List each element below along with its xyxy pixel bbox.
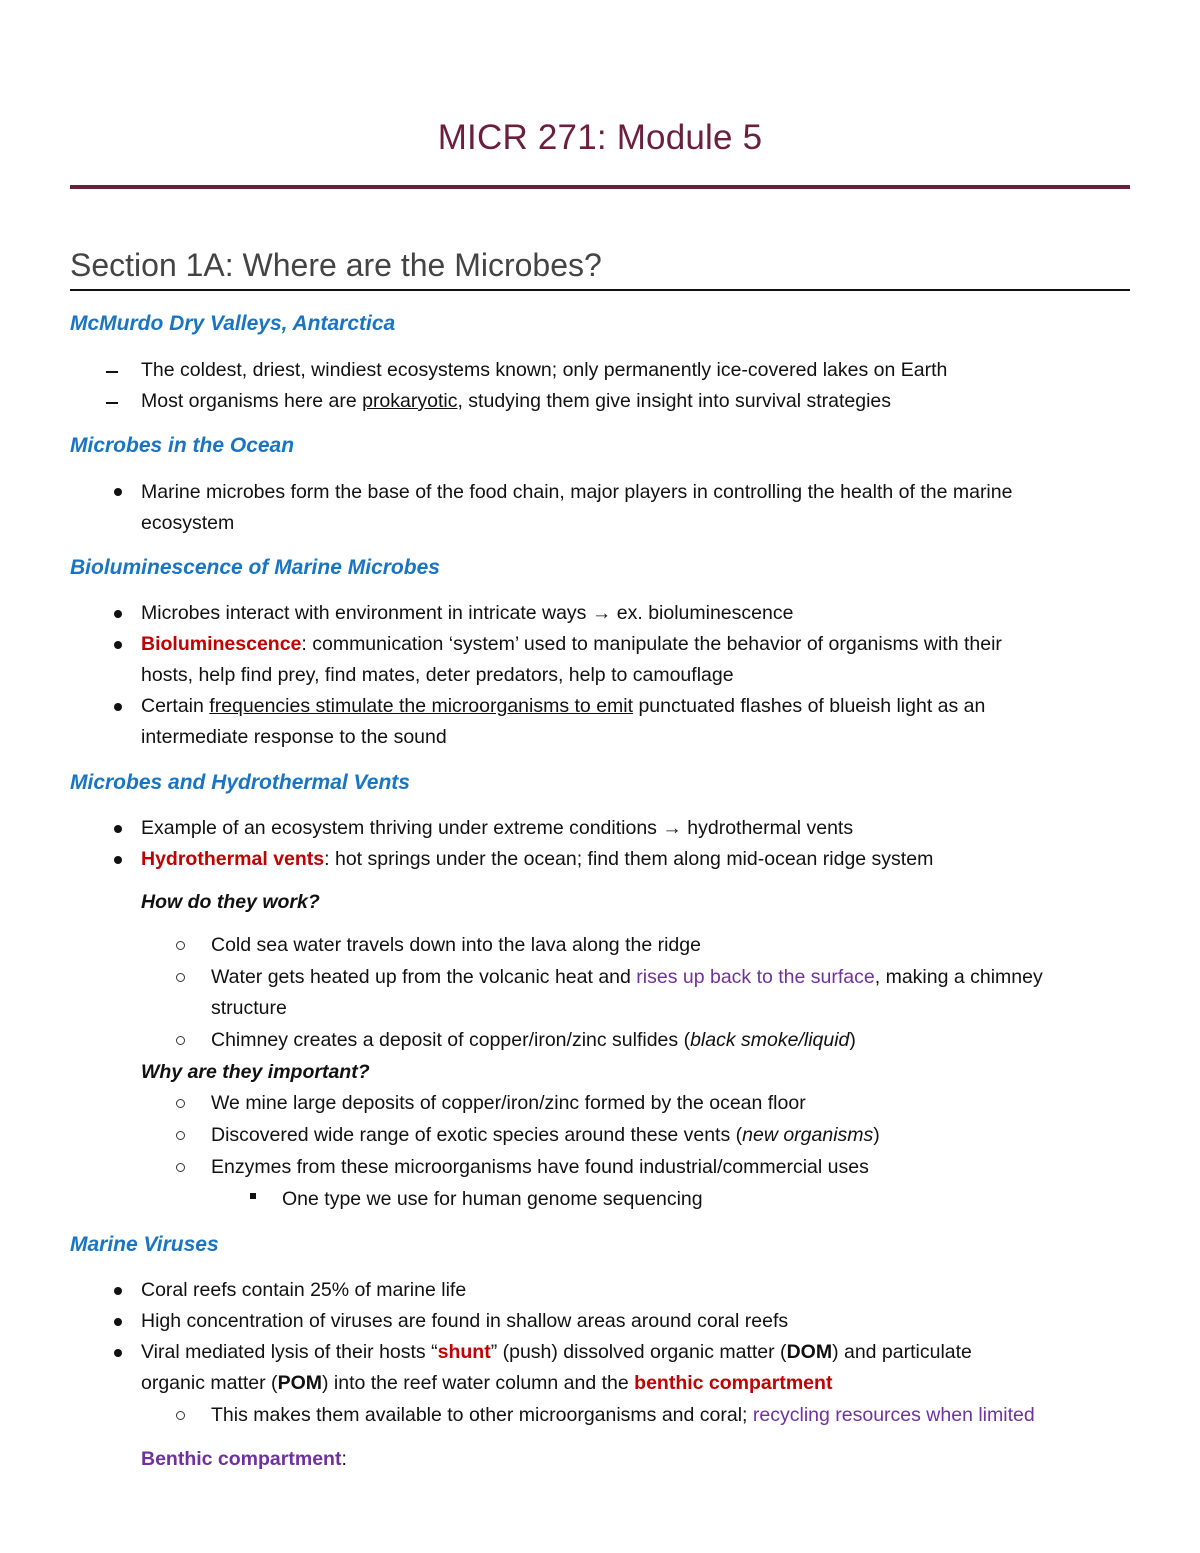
list-item: Certain frequencies stimulate the microorganisms to emit punctuated flashes of blueish light as an xyxy=(141,695,986,717)
list-item: Viral mediated lysis of their hosts “shunt” (push) dissolved organic matter (DOM) and particulate xyxy=(141,1341,972,1363)
question-why-important: Why are they important? xyxy=(141,1061,370,1083)
term-hydrothermal-vents: Hydrothermal vents xyxy=(141,848,325,870)
bullet xyxy=(114,488,122,496)
circle-bullet xyxy=(176,1036,185,1045)
list-item: Marine microbes form the base of the food chain, major players in controlling the health of the marine xyxy=(141,481,1013,503)
list-item-continuation: intermediate response to the sound xyxy=(141,726,447,748)
bullet xyxy=(114,825,122,833)
heading-ocean: Microbes in the Ocean xyxy=(70,434,295,457)
question-how-work: How do they work? xyxy=(141,891,320,913)
list-item: This makes them available to other microorganisms and coral; recycling resources when limited xyxy=(211,1404,1035,1426)
arrow-icon: → xyxy=(662,817,682,839)
bullet xyxy=(114,1318,122,1326)
list-item: Hydrothermal vents: hot springs under the ocean; find them along mid-ocean ridge system xyxy=(141,848,934,870)
dash-bullet xyxy=(106,371,118,373)
list-item: High concentration of viruses are found in shallow areas around coral reefs xyxy=(141,1310,789,1332)
circle-bullet xyxy=(176,1411,185,1420)
list-item: The coldest, driest, windiest ecosystems known; only permanently ice-covered lakes on Earth xyxy=(141,359,948,381)
term-bioluminescence: Bioluminescence xyxy=(141,633,302,655)
list-item: Bioluminescence: communication ‘system’ used to manipulate the behavior of organisms with their xyxy=(141,633,1002,655)
heading-bioluminescence: Bioluminescence of Marine Microbes xyxy=(70,556,440,579)
list-item: Discovered wide range of exotic species around these vents (new organisms) xyxy=(211,1124,880,1146)
list-item: Microbes interact with environment in intricate ways → ex. bioluminescence xyxy=(141,602,794,624)
square-bullet xyxy=(250,1193,256,1199)
list-item: Most organisms here are prokaryotic, studying them give insight into survival strategies xyxy=(141,390,892,412)
list-item-continuation: ecosystem xyxy=(141,512,235,534)
list-item-continuation: hosts, help find prey, find mates, deter predators, help to camouflage xyxy=(141,664,734,686)
circle-bullet xyxy=(176,1163,185,1172)
bullet xyxy=(114,610,122,618)
bullet xyxy=(114,703,122,711)
bullet xyxy=(114,856,122,864)
section-heading: Section 1A: Where are the Microbes? xyxy=(70,247,602,283)
list-item: Enzymes from these microorganisms have found industrial/commercial uses xyxy=(211,1156,869,1178)
circle-bullet xyxy=(176,1099,185,1108)
arrow-icon: → xyxy=(591,602,612,624)
heading-vents: Microbes and Hydrothermal Vents xyxy=(70,771,410,794)
list-item: Water gets heated up from the volcanic heat and rises up back to the surface, making a chimney xyxy=(211,966,1043,988)
list-item: Example of an ecosystem thriving under extreme conditions → hydrothermal vents xyxy=(141,817,854,839)
benthic-compartment-label: Benthic compartment: xyxy=(141,1448,347,1470)
bullet xyxy=(114,1349,122,1357)
list-item: One type we use for human genome sequencing xyxy=(282,1188,703,1210)
list-item: Chimney creates a deposit of copper/iron/zinc sulfides (black smoke/liquid) xyxy=(211,1029,856,1051)
heading-mcmurdo: McMurdo Dry Valleys, Antarctica xyxy=(70,312,396,335)
list-item-continuation: structure xyxy=(211,997,287,1019)
bullet xyxy=(114,1287,122,1295)
circle-bullet xyxy=(176,941,185,950)
list-item: Cold sea water travels down into the lava along the ridge xyxy=(211,934,701,956)
document-title: MICR 271: Module 5 xyxy=(437,118,763,157)
circle-bullet xyxy=(176,973,185,982)
list-item-continuation: organic matter (POM) into the reef water column and the benthic compartment xyxy=(141,1372,833,1394)
circle-bullet xyxy=(176,1131,185,1140)
list-item: We mine large deposits of copper/iron/zinc formed by the ocean floor xyxy=(211,1092,806,1114)
bullet xyxy=(114,641,122,649)
dash-bullet xyxy=(106,402,118,404)
heading-viruses: Marine Viruses xyxy=(70,1233,219,1256)
list-item: Coral reefs contain 25% of marine life xyxy=(141,1279,467,1301)
title-divider xyxy=(70,185,1130,189)
section-divider xyxy=(70,289,1130,291)
